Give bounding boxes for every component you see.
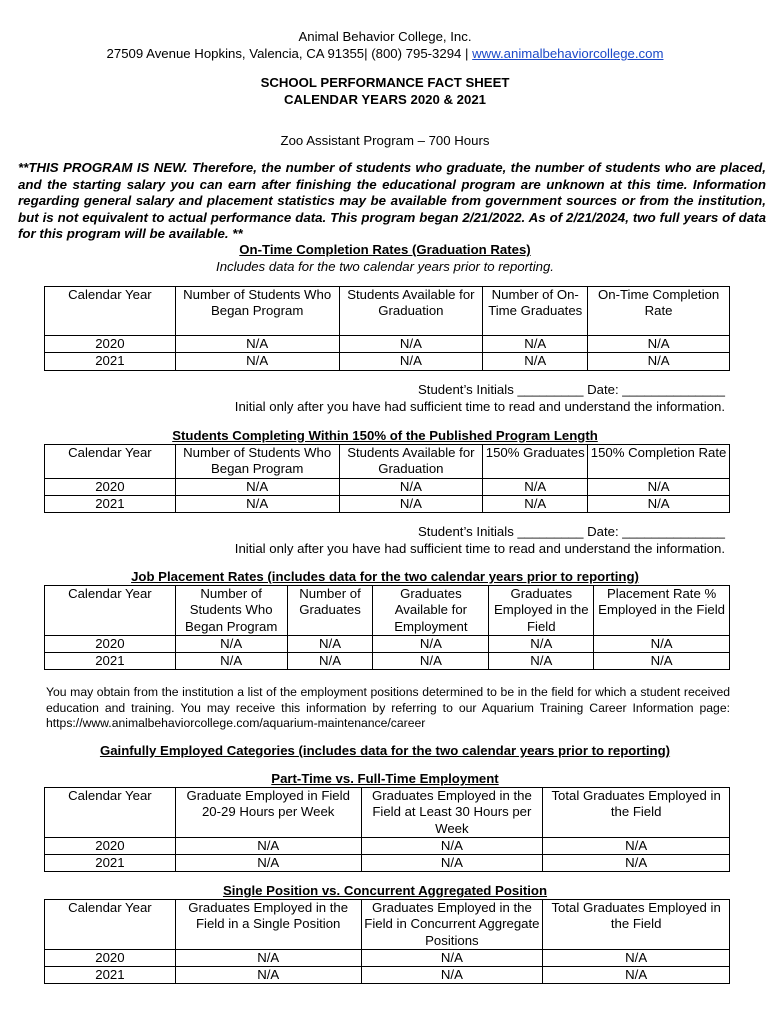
table-cell: 2020	[45, 336, 176, 353]
header-cell: On-Time Completion Rate	[588, 287, 730, 336]
header-cell: Graduates Employed in the Field in Concurrent Aggregate Positions	[361, 900, 543, 950]
org-name: Animal Behavior College, Inc.	[298, 29, 472, 44]
table-cell: 2021	[45, 967, 176, 984]
header-cell: Calendar Year	[45, 445, 176, 479]
table-cell: N/A	[287, 653, 373, 670]
table-cell: N/A	[588, 478, 730, 495]
table-row	[45, 653, 730, 670]
table-cell: N/A	[361, 949, 543, 966]
table-cell: N/A	[543, 949, 730, 966]
table-cell: N/A	[175, 336, 339, 353]
header-cell: Graduates Available for Employment	[373, 586, 489, 636]
table-cell: N/A	[373, 653, 489, 670]
table-row	[45, 478, 730, 495]
table-cell: N/A	[588, 353, 730, 370]
table-row	[45, 495, 730, 512]
table-row	[45, 855, 730, 872]
table-cell: N/A	[594, 653, 730, 670]
table-cell: N/A	[175, 837, 361, 854]
table-header-row	[45, 900, 730, 950]
initials-instruction: Initial only after you have had sufficient time to read and understand the information.	[234, 541, 725, 556]
table-cell: N/A	[175, 478, 339, 495]
header-cell: Calendar Year	[45, 287, 176, 336]
table-header-row	[45, 788, 730, 838]
header-cell: Graduates Employed in the Field	[489, 586, 594, 636]
header-cell: 150% Graduates	[483, 445, 588, 479]
table-cell: N/A	[175, 949, 361, 966]
section5-title: Part-Time vs. Full-Time Employment	[271, 771, 499, 786]
header-cell: Number of On-Time Graduates	[483, 287, 588, 336]
section4-title: Gainfully Employed Categories (includes data for the two calendar years prior to reporting)	[99, 743, 671, 758]
header-cell: Total Graduates Employed in the Field	[543, 788, 730, 838]
table-header-row	[45, 586, 730, 636]
table-cell: 2021	[45, 855, 176, 872]
completion-150-table	[44, 444, 730, 513]
table-cell: 2020	[45, 837, 176, 854]
header-cell: Students Available for Graduation	[339, 445, 483, 479]
header-cell: Graduates Employed in the Field at Least 30 Hours per Week	[361, 788, 543, 838]
table-cell: N/A	[361, 837, 543, 854]
header-cell: Students Available for Graduation	[339, 287, 483, 336]
header-cell: Number of Students Who Began Program	[175, 445, 339, 479]
table-cell: N/A	[588, 336, 730, 353]
table-cell: N/A	[483, 478, 588, 495]
header-cell: Calendar Year	[45, 586, 176, 636]
table-row	[45, 353, 730, 370]
table-row	[45, 949, 730, 966]
ontime-completion-table	[44, 286, 730, 371]
table-cell: N/A	[287, 635, 373, 652]
header-cell: Placement Rate % Employed in the Field	[594, 586, 730, 636]
header-cell: Number of Students Who Began Program	[175, 586, 287, 636]
table-cell: 2021	[45, 653, 176, 670]
job-placement-table	[44, 585, 730, 670]
table-cell: N/A	[175, 967, 361, 984]
header-cell: Graduate Employed in Field 20-29 Hours per Week	[175, 788, 361, 838]
table-row	[45, 967, 730, 984]
initials-line: Student’s Initials _________ Date: ______________	[418, 382, 725, 397]
header-cell: Number of Graduates	[287, 586, 373, 636]
header-cell: Calendar Year	[45, 900, 176, 950]
table-cell: N/A	[543, 855, 730, 872]
table-cell: N/A	[483, 336, 588, 353]
single-concurrent-table	[44, 899, 730, 984]
section3-title: Job Placement Rates (includes data for the two calendar years prior to reporting)	[131, 569, 639, 584]
table-cell: N/A	[339, 353, 483, 370]
table-cell: 2021	[45, 495, 176, 512]
section1-subtitle: Includes data for the two calendar years prior to reporting.	[216, 259, 554, 274]
contact-line	[0, 45, 770, 62]
header-cell: Graduates Employed in the Field in a Single Position	[175, 900, 361, 950]
table-cell: N/A	[339, 336, 483, 353]
table-cell: N/A	[175, 495, 339, 512]
table-cell: N/A	[175, 855, 361, 872]
section2-title: Students Completing Within 150% of the Published Program Length	[172, 428, 598, 443]
table-cell: N/A	[361, 967, 543, 984]
table-cell: N/A	[361, 855, 543, 872]
new-program-notice: **THIS PROGRAM IS NEW. Therefore, the number of students who graduate, the number of students who are placed, and the starting salary you can earn after finishing the educational program are unknown at this time. Information regarding general salary and placement statistics may be available from government sources or from the institution, but is not equivalent to actual performance data. This program began 2/21/2022. As of 2/21/2024, two full years of data for this program will be available. **	[18, 160, 766, 242]
table-row	[45, 336, 730, 353]
table-cell: N/A	[175, 653, 287, 670]
table-cell: 2020	[45, 635, 176, 652]
initials-instruction: Initial only after you have had sufficient time to read and understand the information.	[234, 399, 725, 414]
table-cell: N/A	[543, 967, 730, 984]
section1-title: On-Time Completion Rates (Graduation Rates)	[239, 242, 531, 257]
table-cell: N/A	[543, 837, 730, 854]
header-cell: Number of Students Who Began Program	[175, 287, 339, 336]
table-cell: N/A	[483, 353, 588, 370]
table-cell: N/A	[373, 635, 489, 652]
initials-line: Student’s Initials _________ Date: ______________	[418, 524, 725, 539]
table-row	[45, 837, 730, 854]
website-link[interactable]: www.animalbehaviorcollege.com	[472, 46, 664, 61]
career-info-note: You may obtain from the institution a list of the employment positions determined to be in the field for which a student received education and training. You may receive this information by referring to our Aquarium Training Career Information page: https://www.animalbehaviorcollege.com/aquarium-maintenance/career	[46, 685, 730, 730]
table-cell: N/A	[339, 495, 483, 512]
table-cell: N/A	[489, 635, 594, 652]
program-name: Zoo Assistant Program – 700 Hours	[280, 133, 490, 148]
table-cell: N/A	[175, 353, 339, 370]
parttime-fulltime-table	[44, 787, 730, 872]
title-line-2: CALENDAR YEARS 2020 & 2021	[283, 92, 487, 107]
table-cell: N/A	[594, 635, 730, 652]
header-cell: 150% Completion Rate	[588, 445, 730, 479]
address-text: 27509 Avenue Hopkins, Valencia, CA 91355| (800) 795-3294 |	[106, 46, 473, 61]
header-cell: Calendar Year	[45, 788, 176, 838]
table-cell: 2020	[45, 478, 176, 495]
table-header-row	[45, 445, 730, 479]
table-cell: N/A	[483, 495, 588, 512]
table-cell: 2020	[45, 949, 176, 966]
table-cell: N/A	[339, 478, 483, 495]
table-cell: N/A	[175, 635, 287, 652]
table-header-row	[45, 287, 730, 336]
table-row	[45, 635, 730, 652]
header-cell: Total Graduates Employed in the Field	[543, 900, 730, 950]
title-line-1: SCHOOL PERFORMANCE FACT SHEET	[260, 75, 510, 90]
table-cell: 2021	[45, 353, 176, 370]
section6-title: Single Position vs. Concurrent Aggregated Position	[222, 883, 548, 898]
table-cell: N/A	[588, 495, 730, 512]
table-cell: N/A	[489, 653, 594, 670]
